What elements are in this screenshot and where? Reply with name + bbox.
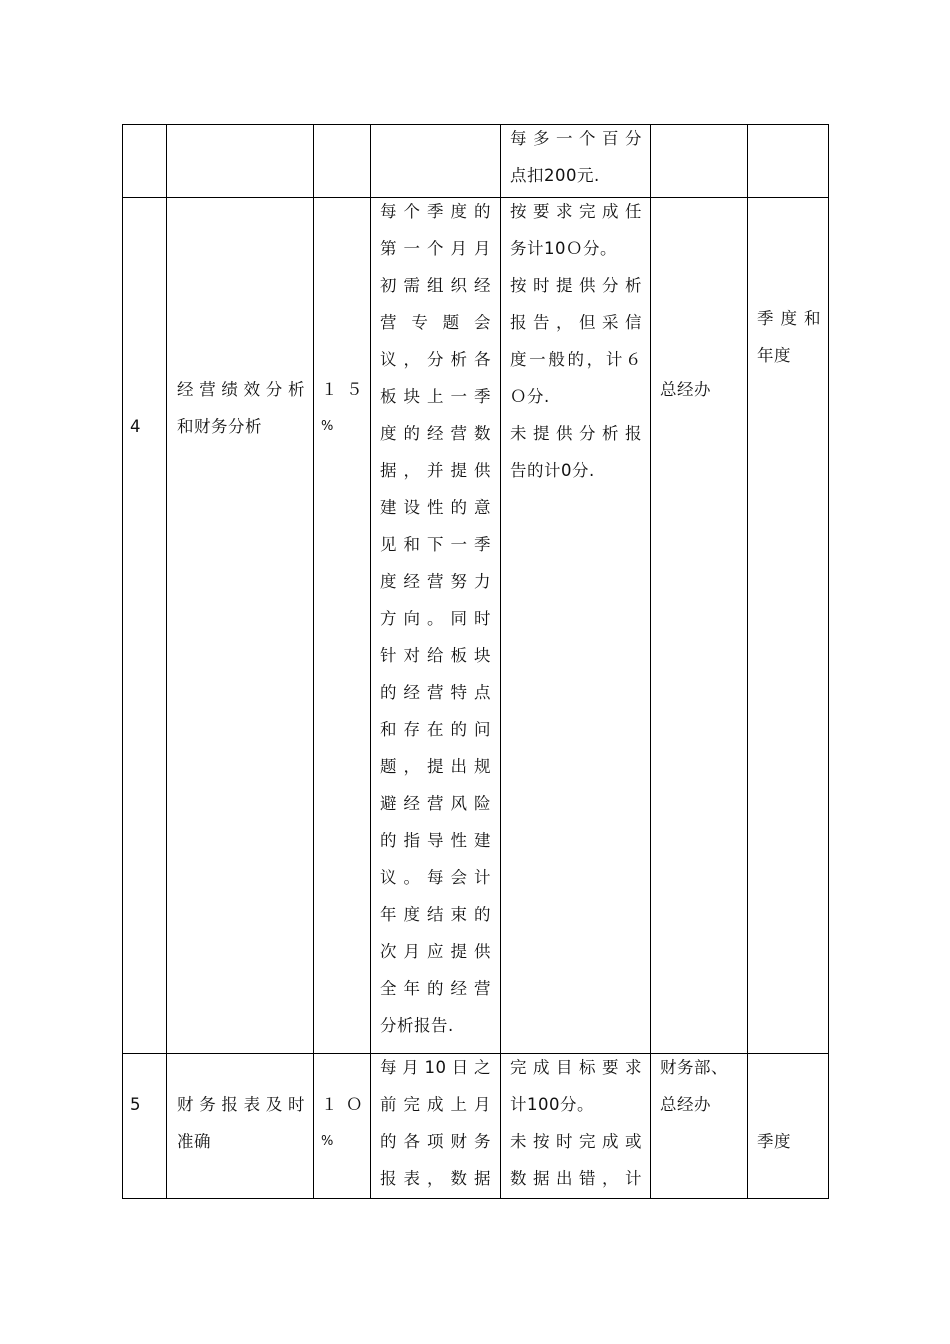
- row4-weight: [321, 371, 363, 445]
- text-line: 按时提供分析: [510, 276, 642, 295]
- text-line: 准确: [177, 1132, 211, 1151]
- text-line: %: [321, 1134, 334, 1149]
- text-line: 未按时完成或: [510, 1132, 642, 1151]
- text-line: 全年的经营: [380, 979, 491, 998]
- text-line: 见和下一季: [380, 535, 491, 554]
- row5-weight: [321, 1086, 363, 1160]
- text-line: 报告，但采信: [510, 313, 642, 332]
- text-line: 年度: [757, 346, 791, 365]
- text-line: 总经办: [660, 1095, 711, 1114]
- row4-department: 总经办: [660, 380, 711, 399]
- text-line: 务计10Ｏ分。: [510, 239, 617, 258]
- text-line: 方向。同时: [380, 609, 491, 628]
- row5-department: [660, 1049, 742, 1123]
- text-line: 针对给板块: [380, 646, 491, 665]
- text-line: 经营绩效分析: [177, 380, 305, 399]
- text-line: 建设性的意: [380, 498, 491, 517]
- row4-content: [380, 193, 491, 1044]
- text-line: １５: [321, 380, 363, 399]
- text-line: １Ｏ: [321, 1095, 363, 1114]
- text-line: 的指导性建: [380, 831, 491, 850]
- text-line: 度一般的，计６: [510, 350, 642, 369]
- text-line: 分析报告.: [380, 1016, 454, 1035]
- text-line: Ｏ分.: [510, 387, 550, 406]
- text-line: 按要求完成任: [510, 202, 642, 221]
- text-line: 每月10日之: [380, 1058, 491, 1077]
- row5-period: 季度: [757, 1132, 791, 1151]
- text-line: 和存在的问: [380, 720, 491, 739]
- text-line: 未提供分析报: [510, 424, 642, 443]
- text-line: 营专题会: [380, 313, 491, 332]
- text-line: 的各项财务: [380, 1132, 491, 1151]
- row5-standard: [510, 1049, 642, 1197]
- text-line: 度的经营数: [380, 424, 491, 443]
- text-line: 和财务分析: [177, 417, 262, 436]
- text-line: 次月应提供: [380, 942, 491, 961]
- text-line: 第一个月月: [380, 239, 491, 258]
- row4-number: 4: [130, 417, 141, 436]
- text-line: %: [321, 419, 334, 434]
- row5-item: [177, 1086, 305, 1160]
- text-line: 前完成上月: [380, 1095, 491, 1114]
- text-line: 度经营努力: [380, 572, 491, 591]
- text-line: 季度和: [757, 309, 821, 328]
- text-line: 报表，数据: [380, 1169, 491, 1188]
- text-line: 议，分析各: [380, 350, 491, 369]
- text-line: 题，提出规: [380, 757, 491, 776]
- row5-number: 5: [130, 1095, 141, 1114]
- text-line: 年度结束的: [380, 905, 491, 924]
- text-line: 告的计0分.: [510, 461, 595, 480]
- row4-period: [757, 300, 821, 374]
- text-line: 点扣200元.: [510, 166, 600, 185]
- row-continued-standard: [510, 120, 642, 194]
- text-line: 财务报表及时: [177, 1095, 305, 1114]
- text-line: 据，并提供: [380, 461, 491, 480]
- row4-standard: [510, 193, 642, 489]
- text-line: 初需组织经: [380, 276, 491, 295]
- text-line: 板块上一季: [380, 387, 491, 406]
- text-line: 每个季度的: [380, 202, 491, 221]
- text-line: 财务部、: [660, 1058, 728, 1077]
- row4-item: [177, 371, 305, 445]
- text-line: 避经营风险: [380, 794, 491, 813]
- text-line: 完成目标要求: [510, 1058, 642, 1077]
- row5-content: [380, 1049, 491, 1197]
- text-line: 每多一个百分: [510, 129, 642, 148]
- text-line: 的经营特点: [380, 683, 491, 702]
- text-line: 议。每会计: [380, 868, 491, 887]
- text-line: 数据出错，计: [510, 1169, 642, 1188]
- text-line: 计100分。: [510, 1095, 594, 1114]
